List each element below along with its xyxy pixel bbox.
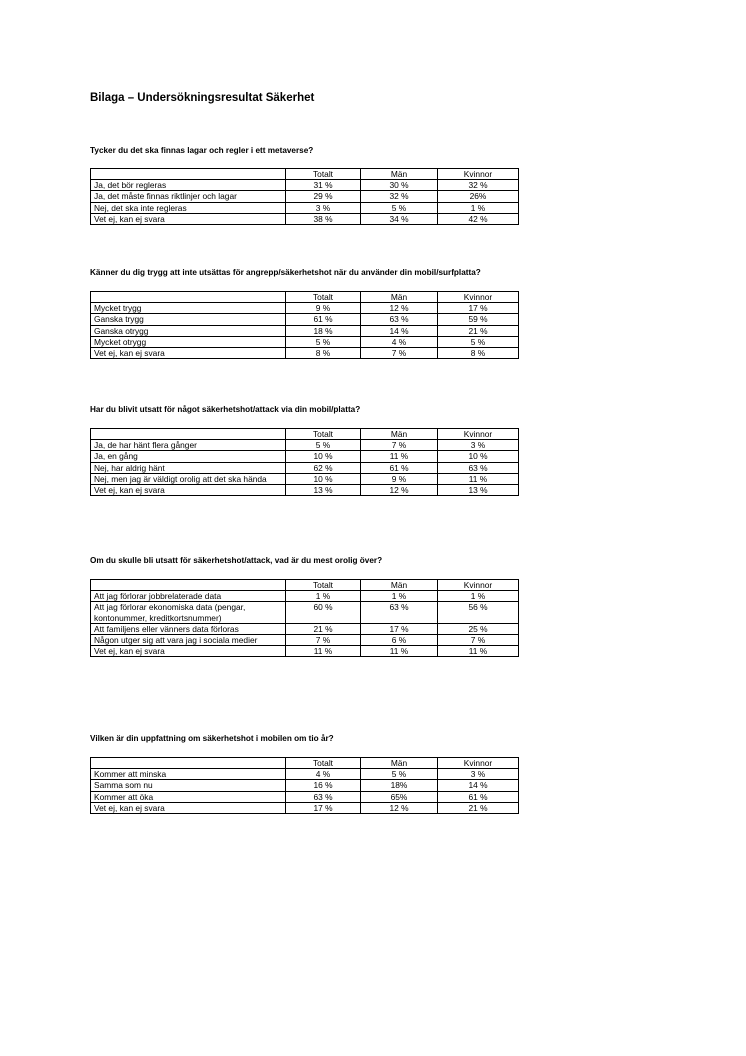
header-totalt: Totalt	[286, 580, 361, 591]
table-row	[91, 602, 519, 623]
row-label: Att jag förlorar jobbrelaterade data	[91, 591, 286, 602]
header-kvinnor: Kvinnor	[438, 292, 519, 303]
cell-totalt: 8 %	[286, 348, 361, 359]
page-title: Bilaga – Undersökningsresultat Säkerhet	[90, 92, 315, 104]
header-blank	[91, 429, 286, 440]
cell-kvinnor: 17 %	[438, 303, 519, 314]
table-row	[91, 780, 519, 791]
cell-man: 5 %	[361, 769, 438, 780]
row-label: Vet ej, kan ej svara	[91, 646, 286, 657]
question-5: Vilken är din uppfattning om säkerhetshot i mobilen om tio år?	[90, 734, 334, 743]
cell-totalt: 4 %	[286, 769, 361, 780]
table-row	[91, 646, 519, 657]
table-row	[91, 623, 519, 634]
header-man: Män	[361, 169, 438, 180]
row-label: Mycket trygg	[91, 303, 286, 314]
table-row	[91, 314, 519, 325]
cell-man: 12 %	[361, 485, 438, 496]
table-row	[91, 462, 519, 473]
row-label: Ja, det bör regleras	[91, 180, 286, 191]
results-table-4	[90, 579, 519, 657]
cell-totalt: 18 %	[286, 325, 361, 336]
table-row	[91, 802, 519, 813]
cell-man: 7 %	[361, 348, 438, 359]
cell-totalt: 60 %	[286, 602, 361, 623]
cell-man: 5 %	[361, 202, 438, 213]
header-blank	[91, 580, 286, 591]
cell-man: 61 %	[361, 462, 438, 473]
table-row	[91, 485, 519, 496]
cell-man: 34 %	[361, 213, 438, 224]
cell-totalt: 11 %	[286, 646, 361, 657]
row-label: Samma som nu	[91, 780, 286, 791]
cell-kvinnor: 7 %	[438, 635, 519, 646]
cell-kvinnor: 14 %	[438, 780, 519, 791]
row-label: Vet ej, kan ej svara	[91, 213, 286, 224]
header-blank	[91, 292, 286, 303]
cell-totalt: 16 %	[286, 780, 361, 791]
cell-totalt: 17 %	[286, 802, 361, 813]
row-label: Ja, en gång	[91, 451, 286, 462]
cell-totalt: 38 %	[286, 213, 361, 224]
cell-kvinnor: 32 %	[438, 180, 519, 191]
cell-totalt: 31 %	[286, 180, 361, 191]
cell-kvinnor: 56 %	[438, 602, 519, 623]
cell-man: 12 %	[361, 303, 438, 314]
question-3: Har du blivit utsatt för något säkerhetshot/attack via din mobil/platta?	[90, 405, 361, 414]
cell-kvinnor: 26%	[438, 191, 519, 202]
cell-man: 63 %	[361, 602, 438, 623]
header-kvinnor: Kvinnor	[438, 580, 519, 591]
cell-totalt: 5 %	[286, 440, 361, 451]
row-label: Vet ej, kan ej svara	[91, 485, 286, 496]
table-row	[91, 440, 519, 451]
row-label: Ja, det måste finnas riktlinjer och lagar	[91, 191, 286, 202]
table-row	[91, 213, 519, 224]
header-blank	[91, 169, 286, 180]
row-label: Att familjens eller vänners data förloras	[91, 623, 286, 634]
question-2: Känner du dig trygg att inte utsättas för angrepp/säkerhetshot när du använder din mobil/surfplatta?	[90, 268, 481, 277]
header-totalt: Totalt	[286, 429, 361, 440]
cell-totalt: 62 %	[286, 462, 361, 473]
cell-man: 17 %	[361, 623, 438, 634]
cell-man: 11 %	[361, 646, 438, 657]
header-man: Män	[361, 292, 438, 303]
row-label: Ja, de har hänt flera gånger	[91, 440, 286, 451]
row-label: Att jag förlorar ekonomiska data (pengar, kontonummer, kreditkortsnummer)	[91, 602, 286, 623]
cell-man: 63 %	[361, 314, 438, 325]
cell-man: 18%	[361, 780, 438, 791]
table-header-row	[91, 169, 519, 180]
row-label: Mycket otrygg	[91, 336, 286, 347]
cell-totalt: 10 %	[286, 473, 361, 484]
cell-totalt: 13 %	[286, 485, 361, 496]
cell-kvinnor: 5 %	[438, 336, 519, 347]
cell-totalt: 63 %	[286, 791, 361, 802]
row-label: Någon utger sig att vara jag i sociala medier	[91, 635, 286, 646]
row-label: Nej, har aldrig hänt	[91, 462, 286, 473]
cell-kvinnor: 1 %	[438, 591, 519, 602]
results-table-1	[90, 168, 519, 225]
row-label: Ganska trygg	[91, 314, 286, 325]
cell-kvinnor: 25 %	[438, 623, 519, 634]
header-totalt: Totalt	[286, 292, 361, 303]
header-totalt: Totalt	[286, 169, 361, 180]
cell-totalt: 9 %	[286, 303, 361, 314]
header-man: Män	[361, 429, 438, 440]
cell-man: 12 %	[361, 802, 438, 813]
cell-man: 9 %	[361, 473, 438, 484]
row-label: Nej, men jag är väldigt orolig att det ska hända	[91, 473, 286, 484]
question-4: Om du skulle bli utsatt för säkerhetshot/attack, vad är du mest orolig över?	[90, 556, 383, 565]
table-row	[91, 180, 519, 191]
table-row	[91, 202, 519, 213]
cell-kvinnor: 3 %	[438, 440, 519, 451]
cell-kvinnor: 11 %	[438, 473, 519, 484]
cell-man: 4 %	[361, 336, 438, 347]
cell-totalt: 61 %	[286, 314, 361, 325]
cell-kvinnor: 63 %	[438, 462, 519, 473]
cell-kvinnor: 42 %	[438, 213, 519, 224]
cell-kvinnor: 59 %	[438, 314, 519, 325]
cell-totalt: 5 %	[286, 336, 361, 347]
table-header-row	[91, 758, 519, 769]
cell-man: 7 %	[361, 440, 438, 451]
row-label: Kommer att öka	[91, 791, 286, 802]
cell-totalt: 21 %	[286, 623, 361, 634]
cell-kvinnor: 21 %	[438, 325, 519, 336]
table-header-row	[91, 429, 519, 440]
cell-man: 6 %	[361, 635, 438, 646]
table-header-row	[91, 292, 519, 303]
cell-man: 32 %	[361, 191, 438, 202]
results-table-2	[90, 291, 519, 359]
cell-kvinnor: 8 %	[438, 348, 519, 359]
results-table-3	[90, 428, 519, 496]
row-label: Ganska otrygg	[91, 325, 286, 336]
header-kvinnor: Kvinnor	[438, 169, 519, 180]
cell-totalt: 10 %	[286, 451, 361, 462]
table-header-row	[91, 580, 519, 591]
cell-totalt: 3 %	[286, 202, 361, 213]
header-blank	[91, 758, 286, 769]
cell-kvinnor: 61 %	[438, 791, 519, 802]
header-kvinnor: Kvinnor	[438, 429, 519, 440]
table-row	[91, 451, 519, 462]
question-1: Tycker du det ska finnas lagar och regler i ett metaverse?	[90, 146, 314, 155]
cell-man: 14 %	[361, 325, 438, 336]
cell-kvinnor: 10 %	[438, 451, 519, 462]
cell-man: 30 %	[361, 180, 438, 191]
cell-totalt: 7 %	[286, 635, 361, 646]
cell-totalt: 1 %	[286, 591, 361, 602]
table-row	[91, 336, 519, 347]
header-kvinnor: Kvinnor	[438, 758, 519, 769]
row-label: Vet ej, kan ej svara	[91, 802, 286, 813]
cell-kvinnor: 13 %	[438, 485, 519, 496]
results-table-5	[90, 757, 519, 814]
cell-kvinnor: 3 %	[438, 769, 519, 780]
cell-man: 65%	[361, 791, 438, 802]
table-row	[91, 591, 519, 602]
row-label: Nej, det ska inte regleras	[91, 202, 286, 213]
table-row	[91, 191, 519, 202]
cell-totalt: 29 %	[286, 191, 361, 202]
table-row	[91, 791, 519, 802]
table-row	[91, 325, 519, 336]
cell-kvinnor: 21 %	[438, 802, 519, 813]
header-man: Män	[361, 580, 438, 591]
table-row	[91, 769, 519, 780]
row-label: Kommer att minska	[91, 769, 286, 780]
cell-man: 1 %	[361, 591, 438, 602]
row-label: Vet ej, kan ej svara	[91, 348, 286, 359]
cell-man: 11 %	[361, 451, 438, 462]
table-row	[91, 473, 519, 484]
table-row	[91, 635, 519, 646]
table-row	[91, 303, 519, 314]
cell-kvinnor: 1 %	[438, 202, 519, 213]
header-man: Män	[361, 758, 438, 769]
header-totalt: Totalt	[286, 758, 361, 769]
table-row	[91, 348, 519, 359]
cell-kvinnor: 11 %	[438, 646, 519, 657]
